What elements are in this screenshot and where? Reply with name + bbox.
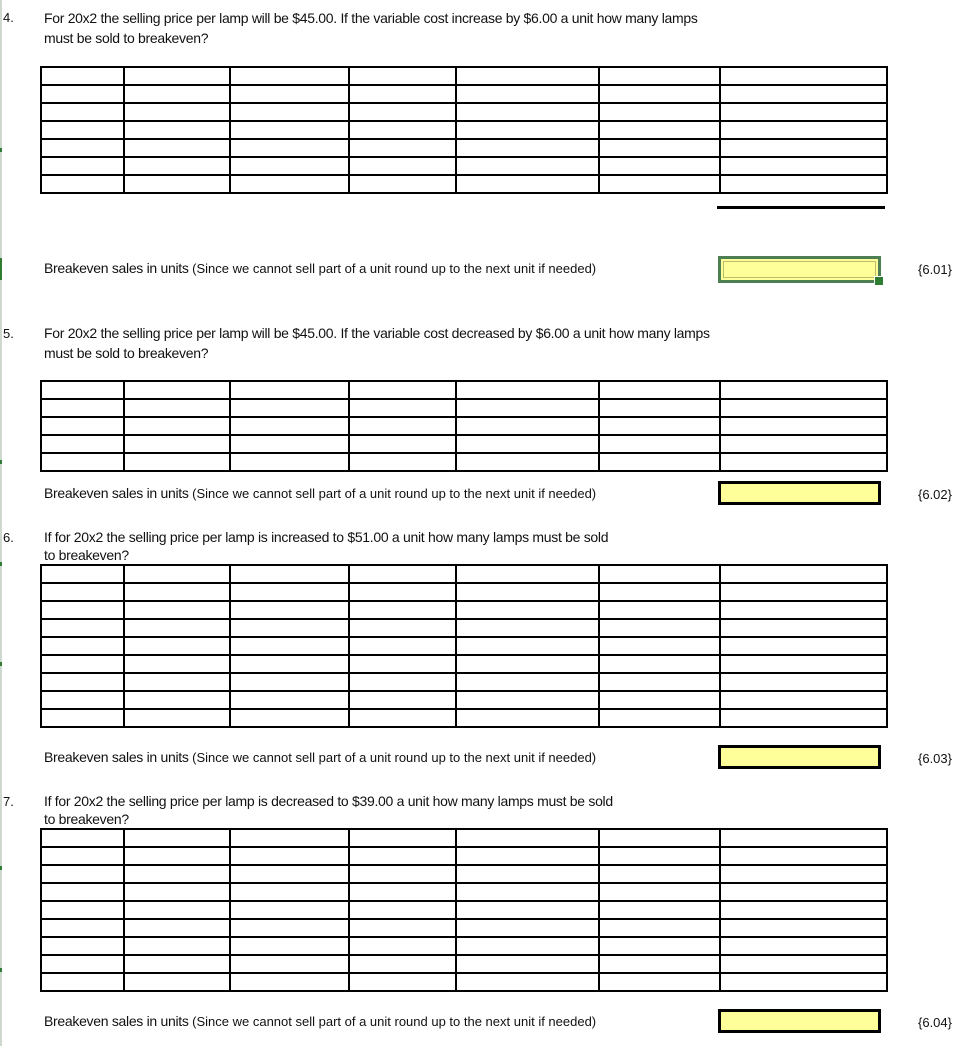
breakeven-note: (Since we cannot sell part of a unit round up to the next unit if needed) bbox=[192, 750, 597, 765]
grid-cell[interactable] bbox=[124, 973, 230, 991]
grid-cell[interactable] bbox=[230, 709, 349, 727]
grid-cell[interactable] bbox=[720, 121, 887, 139]
grid-cell[interactable] bbox=[349, 919, 456, 937]
breakeven-answer-cell[interactable] bbox=[718, 256, 881, 283]
work-grid[interactable] bbox=[40, 564, 888, 728]
grid-cell[interactable] bbox=[41, 655, 124, 673]
grid-cell[interactable] bbox=[599, 381, 720, 399]
grid-cell[interactable] bbox=[456, 399, 599, 417]
grid-cell[interactable] bbox=[230, 865, 349, 883]
question-line: to breakeven? bbox=[44, 811, 129, 827]
grid-cell[interactable] bbox=[41, 901, 124, 919]
grid-cell[interactable] bbox=[41, 673, 124, 691]
grid-cell[interactable] bbox=[41, 847, 124, 865]
grid-cell[interactable] bbox=[230, 175, 349, 193]
grid-cell[interactable] bbox=[349, 829, 456, 847]
grid-cell[interactable] bbox=[41, 973, 124, 991]
question-number: 6. bbox=[3, 530, 14, 545]
grid-cell[interactable] bbox=[124, 655, 230, 673]
grid-cell[interactable] bbox=[720, 583, 887, 601]
grid-cell[interactable] bbox=[456, 829, 599, 847]
grid-cell[interactable] bbox=[349, 937, 456, 955]
grid-cell[interactable] bbox=[230, 85, 349, 103]
grid-cell[interactable] bbox=[349, 139, 456, 157]
grid-row bbox=[41, 829, 887, 847]
answer-code: {6.04} bbox=[918, 1015, 952, 1030]
grid-cell[interactable] bbox=[349, 619, 456, 637]
grid-cell[interactable] bbox=[230, 883, 349, 901]
grid-cell[interactable] bbox=[230, 453, 349, 471]
grid-cell[interactable] bbox=[599, 973, 720, 991]
breakeven-label-text: Breakeven sales in units bbox=[44, 749, 189, 765]
row-marker bbox=[0, 662, 2, 666]
grid-cell[interactable] bbox=[349, 67, 456, 85]
question-text bbox=[44, 527, 608, 565]
grid-cell[interactable] bbox=[124, 901, 230, 919]
grid-cell[interactable] bbox=[230, 901, 349, 919]
row-marker bbox=[0, 148, 2, 152]
grid-row bbox=[41, 637, 887, 655]
grid-cell[interactable] bbox=[124, 139, 230, 157]
grid-cell[interactable] bbox=[41, 583, 124, 601]
grid-cell[interactable] bbox=[720, 655, 887, 673]
breakeven-note: (Since we cannot sell part of a unit round up to the next unit if needed) bbox=[192, 1014, 597, 1029]
grid-cell[interactable] bbox=[41, 157, 124, 175]
question-line: must be sold to breakeven? bbox=[44, 345, 209, 361]
grid-cell[interactable] bbox=[720, 417, 887, 435]
answer-code: {6.02} bbox=[918, 487, 952, 502]
grid-cell[interactable] bbox=[599, 937, 720, 955]
grid-cell[interactable] bbox=[720, 901, 887, 919]
grid-cell[interactable] bbox=[124, 157, 230, 175]
grid-cell[interactable] bbox=[349, 157, 456, 175]
grid-cell[interactable] bbox=[124, 955, 230, 973]
grid-cell[interactable] bbox=[599, 901, 720, 919]
grid-cell[interactable] bbox=[720, 847, 887, 865]
grid-row bbox=[41, 565, 887, 583]
grid-cell[interactable] bbox=[720, 139, 887, 157]
grid-cell[interactable] bbox=[349, 399, 456, 417]
grid-cell[interactable] bbox=[349, 583, 456, 601]
grid-cell[interactable] bbox=[124, 85, 230, 103]
grid-cell[interactable] bbox=[599, 955, 720, 973]
grid-cell[interactable] bbox=[124, 919, 230, 937]
grid-cell[interactable] bbox=[230, 381, 349, 399]
grid-cell[interactable] bbox=[41, 565, 124, 583]
grid-cell[interactable] bbox=[349, 103, 456, 121]
grid-cell[interactable] bbox=[349, 121, 456, 139]
grid-cell[interactable] bbox=[230, 601, 349, 619]
grid-cell[interactable] bbox=[41, 883, 124, 901]
grid-row bbox=[41, 601, 887, 619]
grid-cell[interactable] bbox=[456, 139, 599, 157]
grid-cell[interactable] bbox=[599, 829, 720, 847]
grid-cell[interactable] bbox=[349, 655, 456, 673]
grid-cell[interactable] bbox=[599, 883, 720, 901]
row-header-edge bbox=[0, 0, 2, 1046]
grid-cell[interactable] bbox=[720, 883, 887, 901]
grid-cell[interactable] bbox=[720, 691, 887, 709]
grid-cell[interactable] bbox=[599, 691, 720, 709]
breakeven-label-text: Breakeven sales in units bbox=[44, 485, 189, 501]
grid-cell[interactable] bbox=[720, 973, 887, 991]
grid-cell[interactable] bbox=[230, 139, 349, 157]
grid-cell[interactable] bbox=[349, 453, 456, 471]
breakeven-label bbox=[44, 1013, 596, 1029]
grid-cell[interactable] bbox=[230, 655, 349, 673]
grid-cell[interactable] bbox=[124, 691, 230, 709]
grid-row bbox=[41, 417, 887, 435]
grid-cell[interactable] bbox=[720, 955, 887, 973]
question-number: 4. bbox=[3, 10, 14, 25]
grid-row bbox=[41, 619, 887, 637]
grid-cell[interactable] bbox=[456, 67, 599, 85]
grid-cell[interactable] bbox=[349, 901, 456, 919]
grid-cell[interactable] bbox=[41, 399, 124, 417]
grid-cell[interactable] bbox=[41, 709, 124, 727]
work-grid[interactable] bbox=[40, 66, 888, 194]
grid-cell[interactable] bbox=[230, 565, 349, 583]
grid-cell[interactable] bbox=[41, 637, 124, 655]
grid-cell[interactable] bbox=[230, 619, 349, 637]
grid-row bbox=[41, 435, 887, 453]
grid-cell[interactable] bbox=[349, 381, 456, 399]
cell-border-thick bbox=[717, 206, 885, 209]
grid-cell[interactable] bbox=[230, 417, 349, 435]
grid-row bbox=[41, 453, 887, 471]
grid-cell[interactable] bbox=[349, 175, 456, 193]
grid-cell[interactable] bbox=[349, 601, 456, 619]
grid-cell[interactable] bbox=[230, 847, 349, 865]
grid-cell[interactable] bbox=[456, 655, 599, 673]
question-line: must be sold to breakeven? bbox=[44, 30, 209, 46]
grid-cell[interactable] bbox=[41, 619, 124, 637]
grid-cell[interactable] bbox=[41, 103, 124, 121]
grid-cell[interactable] bbox=[230, 955, 349, 973]
grid-cell[interactable] bbox=[349, 847, 456, 865]
grid-row bbox=[41, 399, 887, 417]
grid-cell[interactable] bbox=[720, 919, 887, 937]
grid-cell[interactable] bbox=[599, 175, 720, 193]
row-marker bbox=[0, 460, 2, 464]
grid-cell[interactable] bbox=[599, 453, 720, 471]
grid-cell[interactable] bbox=[456, 919, 599, 937]
grid-cell[interactable] bbox=[456, 381, 599, 399]
grid-cell[interactable] bbox=[456, 973, 599, 991]
grid-cell[interactable] bbox=[41, 121, 124, 139]
grid-cell[interactable] bbox=[230, 103, 349, 121]
grid-cell[interactable] bbox=[230, 637, 349, 655]
grid-cell[interactable] bbox=[124, 865, 230, 883]
grid-row bbox=[41, 955, 887, 973]
question-line: If for 20x2 the selling price per lamp is increased to $51.00 a unit how many lamps must be sold bbox=[44, 529, 609, 545]
grid-cell[interactable] bbox=[41, 453, 124, 471]
grid-row bbox=[41, 865, 887, 883]
grid-row bbox=[41, 103, 887, 121]
grid-cell[interactable] bbox=[124, 637, 230, 655]
grid-cell[interactable] bbox=[456, 417, 599, 435]
grid-cell[interactable] bbox=[456, 937, 599, 955]
grid-cell[interactable] bbox=[41, 175, 124, 193]
breakeven-answer-cell[interactable] bbox=[718, 1009, 881, 1033]
grid-cell[interactable] bbox=[456, 121, 599, 139]
breakeven-label bbox=[44, 260, 596, 276]
grid-row bbox=[41, 175, 887, 193]
grid-cell[interactable] bbox=[349, 955, 456, 973]
grid-cell[interactable] bbox=[599, 121, 720, 139]
grid-cell[interactable] bbox=[124, 601, 230, 619]
question-line: For 20x2 the selling price per lamp will be $45.00. If the variable cost decreased by $6.00 a unit how many lamps bbox=[44, 325, 710, 341]
grid-cell[interactable] bbox=[599, 865, 720, 883]
grid-cell[interactable] bbox=[124, 583, 230, 601]
grid-cell[interactable] bbox=[230, 829, 349, 847]
question-line: For 20x2 the selling price per lamp will be $45.00. If the variable cost increase by $6.00 a unit how many lamps bbox=[44, 10, 698, 26]
grid-row bbox=[41, 901, 887, 919]
grid-cell[interactable] bbox=[599, 601, 720, 619]
grid-row bbox=[41, 691, 887, 709]
grid-cell[interactable] bbox=[124, 847, 230, 865]
grid-cell[interactable] bbox=[349, 691, 456, 709]
grid-cell[interactable] bbox=[599, 399, 720, 417]
grid-row bbox=[41, 121, 887, 139]
grid-cell[interactable] bbox=[230, 121, 349, 139]
grid-cell[interactable] bbox=[349, 973, 456, 991]
grid-cell[interactable] bbox=[230, 583, 349, 601]
grid-row bbox=[41, 67, 887, 85]
grid-cell[interactable] bbox=[456, 157, 599, 175]
grid-cell[interactable] bbox=[230, 673, 349, 691]
grid-cell[interactable] bbox=[124, 399, 230, 417]
row-marker bbox=[0, 562, 2, 566]
grid-cell[interactable] bbox=[599, 655, 720, 673]
answer-cell-fill bbox=[723, 261, 876, 278]
breakeven-note: (Since we cannot sell part of a unit round up to the next unit if needed) bbox=[192, 261, 597, 276]
grid-cell[interactable] bbox=[124, 673, 230, 691]
grid-cell[interactable] bbox=[599, 85, 720, 103]
grid-cell[interactable] bbox=[41, 85, 124, 103]
grid-cell[interactable] bbox=[230, 435, 349, 453]
breakeven-label bbox=[44, 485, 596, 501]
grid-cell[interactable] bbox=[349, 417, 456, 435]
grid-cell[interactable] bbox=[599, 67, 720, 85]
grid-cell[interactable] bbox=[720, 381, 887, 399]
grid-cell[interactable] bbox=[720, 637, 887, 655]
grid-cell[interactable] bbox=[230, 157, 349, 175]
grid-cell[interactable] bbox=[456, 601, 599, 619]
grid-cell[interactable] bbox=[124, 829, 230, 847]
grid-cell[interactable] bbox=[124, 619, 230, 637]
row-marker bbox=[0, 968, 2, 972]
grid-cell[interactable] bbox=[599, 847, 720, 865]
grid-cell[interactable] bbox=[599, 673, 720, 691]
grid-row bbox=[41, 85, 887, 103]
grid-cell[interactable] bbox=[230, 691, 349, 709]
grid-cell[interactable] bbox=[41, 919, 124, 937]
grid-cell[interactable] bbox=[720, 435, 887, 453]
grid-cell[interactable] bbox=[41, 829, 124, 847]
breakeven-answer-cell[interactable] bbox=[718, 481, 881, 505]
grid-cell[interactable] bbox=[124, 121, 230, 139]
grid-cell[interactable] bbox=[124, 67, 230, 85]
grid-cell[interactable] bbox=[456, 883, 599, 901]
grid-cell[interactable] bbox=[349, 565, 456, 583]
grid-cell[interactable] bbox=[41, 139, 124, 157]
grid-cell[interactable] bbox=[720, 619, 887, 637]
grid-cell[interactable] bbox=[720, 709, 887, 727]
grid-cell[interactable] bbox=[124, 453, 230, 471]
grid-cell[interactable] bbox=[41, 691, 124, 709]
grid-cell[interactable] bbox=[349, 709, 456, 727]
grid-cell[interactable] bbox=[456, 637, 599, 655]
grid-cell[interactable] bbox=[456, 175, 599, 193]
grid-cell[interactable] bbox=[599, 637, 720, 655]
grid-cell[interactable] bbox=[720, 453, 887, 471]
grid-cell[interactable] bbox=[124, 883, 230, 901]
grid-cell[interactable] bbox=[124, 709, 230, 727]
grid-cell[interactable] bbox=[349, 435, 456, 453]
question-line: to breakeven? bbox=[44, 547, 129, 563]
grid-row bbox=[41, 937, 887, 955]
breakeven-label-text: Breakeven sales in units bbox=[44, 1013, 189, 1029]
work-grid[interactable] bbox=[40, 828, 888, 992]
grid-cell[interactable] bbox=[230, 919, 349, 937]
breakeven-note: (Since we cannot sell part of a unit round up to the next unit if needed) bbox=[192, 486, 597, 501]
grid-cell[interactable] bbox=[720, 601, 887, 619]
grid-cell[interactable] bbox=[720, 85, 887, 103]
grid-cell[interactable] bbox=[41, 67, 124, 85]
grid-cell[interactable] bbox=[456, 435, 599, 453]
grid-cell[interactable] bbox=[720, 865, 887, 883]
grid-row bbox=[41, 655, 887, 673]
grid-cell[interactable] bbox=[456, 565, 599, 583]
question-text bbox=[44, 323, 710, 363]
grid-cell[interactable] bbox=[599, 565, 720, 583]
work-grid[interactable] bbox=[40, 380, 888, 472]
grid-row bbox=[41, 583, 887, 601]
grid-row bbox=[41, 381, 887, 399]
grid-cell[interactable] bbox=[456, 847, 599, 865]
answer-code: {6.01} bbox=[918, 262, 952, 277]
grid-cell[interactable] bbox=[720, 673, 887, 691]
grid-cell[interactable] bbox=[124, 565, 230, 583]
breakeven-label-text: Breakeven sales in units bbox=[44, 260, 189, 276]
grid-cell[interactable] bbox=[720, 175, 887, 193]
grid-cell[interactable] bbox=[720, 157, 887, 175]
question-text bbox=[44, 791, 613, 829]
question-number: 5. bbox=[3, 326, 14, 341]
grid-cell[interactable] bbox=[41, 435, 124, 453]
grid-cell[interactable] bbox=[349, 865, 456, 883]
row-marker-selected bbox=[0, 258, 2, 280]
grid-cell[interactable] bbox=[41, 937, 124, 955]
grid-cell[interactable] bbox=[599, 103, 720, 121]
grid-row bbox=[41, 973, 887, 991]
grid-cell[interactable] bbox=[124, 381, 230, 399]
grid-cell[interactable] bbox=[599, 919, 720, 937]
grid-cell[interactable] bbox=[456, 453, 599, 471]
grid-cell[interactable] bbox=[230, 973, 349, 991]
question-line: If for 20x2 the selling price per lamp is decreased to $39.00 a unit how many lamps must be sold bbox=[44, 793, 613, 809]
breakeven-label bbox=[44, 749, 596, 765]
grid-cell[interactable] bbox=[41, 381, 124, 399]
grid-cell[interactable] bbox=[230, 399, 349, 417]
grid-row bbox=[41, 157, 887, 175]
grid-cell[interactable] bbox=[456, 955, 599, 973]
grid-cell[interactable] bbox=[720, 103, 887, 121]
grid-cell[interactable] bbox=[720, 937, 887, 955]
grid-cell[interactable] bbox=[41, 601, 124, 619]
grid-cell[interactable] bbox=[41, 865, 124, 883]
grid-cell[interactable] bbox=[230, 67, 349, 85]
grid-cell[interactable] bbox=[456, 619, 599, 637]
question-number: 7. bbox=[3, 794, 14, 809]
row-marker bbox=[0, 866, 2, 870]
grid-cell[interactable] bbox=[456, 901, 599, 919]
grid-cell[interactable] bbox=[456, 583, 599, 601]
grid-cell[interactable] bbox=[349, 673, 456, 691]
grid-cell[interactable] bbox=[456, 103, 599, 121]
grid-row bbox=[41, 139, 887, 157]
grid-cell[interactable] bbox=[124, 103, 230, 121]
grid-row bbox=[41, 673, 887, 691]
grid-cell[interactable] bbox=[456, 85, 599, 103]
grid-cell[interactable] bbox=[599, 417, 720, 435]
grid-cell[interactable] bbox=[456, 709, 599, 727]
grid-cell[interactable] bbox=[456, 673, 599, 691]
grid-cell[interactable] bbox=[720, 565, 887, 583]
grid-row bbox=[41, 883, 887, 901]
grid-cell[interactable] bbox=[599, 583, 720, 601]
grid-cell[interactable] bbox=[720, 67, 887, 85]
grid-cell[interactable] bbox=[230, 937, 349, 955]
grid-cell[interactable] bbox=[720, 829, 887, 847]
question-text bbox=[44, 8, 698, 48]
grid-cell[interactable] bbox=[124, 435, 230, 453]
fill-handle[interactable] bbox=[874, 276, 884, 286]
grid-cell[interactable] bbox=[599, 139, 720, 157]
grid-cell[interactable] bbox=[456, 691, 599, 709]
grid-cell[interactable] bbox=[349, 637, 456, 655]
grid-row bbox=[41, 919, 887, 937]
grid-cell[interactable] bbox=[456, 865, 599, 883]
grid-cell[interactable] bbox=[41, 955, 124, 973]
grid-cell[interactable] bbox=[599, 619, 720, 637]
grid-cell[interactable] bbox=[349, 85, 456, 103]
grid-cell[interactable] bbox=[720, 399, 887, 417]
grid-cell[interactable] bbox=[599, 435, 720, 453]
breakeven-answer-cell[interactable] bbox=[718, 745, 881, 769]
grid-cell[interactable] bbox=[124, 175, 230, 193]
grid-cell[interactable] bbox=[349, 883, 456, 901]
grid-cell[interactable] bbox=[599, 157, 720, 175]
grid-cell[interactable] bbox=[124, 417, 230, 435]
grid-cell[interactable] bbox=[41, 417, 124, 435]
grid-row bbox=[41, 847, 887, 865]
grid-cell[interactable] bbox=[124, 937, 230, 955]
answer-code: {6.03} bbox=[918, 751, 952, 766]
grid-row bbox=[41, 709, 887, 727]
grid-cell[interactable] bbox=[599, 709, 720, 727]
